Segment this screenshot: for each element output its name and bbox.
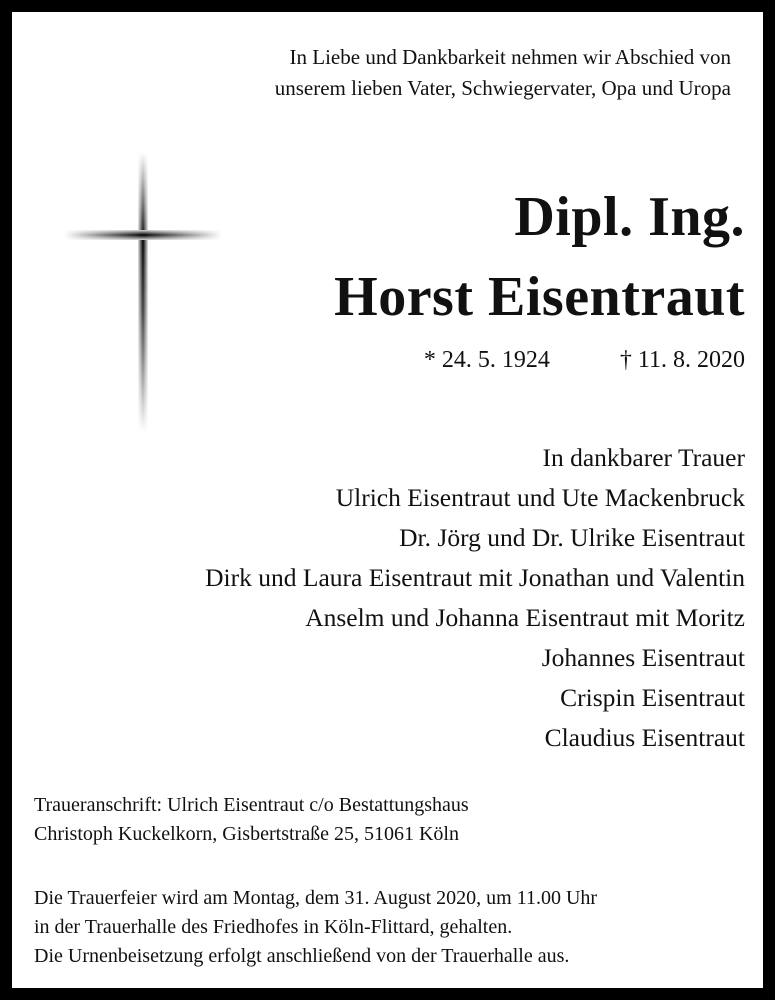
- mourner-line: In dankbarer Trauer: [542, 443, 745, 472]
- cross-icon: [64, 152, 222, 432]
- mourners-list: [205, 438, 745, 758]
- mourner-line: Anselm und Johanna Eisentraut mit Moritz: [305, 603, 745, 632]
- intro-text: [275, 42, 731, 104]
- mourner-line: Dirk und Laura Eisentraut mit Jonathan und Valentin: [205, 563, 745, 592]
- ceremony-line: Die Trauerfeier wird am Montag, dem 31. August 2020, um 11.00 Uhr: [34, 887, 598, 909]
- obituary-card: [12, 12, 763, 988]
- mourning-address: [34, 791, 469, 849]
- mourner-line: Johannes Eisentraut: [541, 643, 745, 672]
- deceased-name-block: [334, 177, 745, 337]
- deceased-title: Dipl. Ing.: [514, 186, 745, 248]
- address-line: Christoph Kuckelkorn, Gisbertstraße 25, 51061 Köln: [34, 823, 459, 845]
- ceremony-line: Die Urnenbeisetzung erfolgt anschließend von der Trauerhalle aus.: [34, 945, 570, 967]
- mourner-line: Dr. Jörg und Dr. Ulrike Eisentraut: [399, 523, 745, 552]
- intro-line: unserem lieben Vater, Schwiegervater, Opa und Uropa: [274, 76, 731, 100]
- ceremony-line: in der Trauerhalle des Friedhofes in Köln-Flittard, gehalten.: [34, 916, 513, 938]
- deceased-name: Horst Eisentraut: [334, 266, 745, 328]
- birth-date: * 24. 5. 1924: [423, 347, 550, 373]
- mourner-line: Crispin Eisentraut: [560, 683, 745, 712]
- mourner-line: Ulrich Eisentraut und Ute Mackenbruck: [335, 483, 745, 512]
- ceremony-info: [34, 884, 597, 971]
- death-date: † 11. 8. 2020: [619, 347, 745, 373]
- intro-line: In Liebe und Dankbarkeit nehmen wir Abschied von: [289, 45, 731, 69]
- mourner-line: Claudius Eisentraut: [544, 723, 745, 752]
- address-line: Traueranschrift: Ulrich Eisentraut c/o Bestattungshaus: [34, 794, 469, 816]
- life-dates: [424, 344, 745, 376]
